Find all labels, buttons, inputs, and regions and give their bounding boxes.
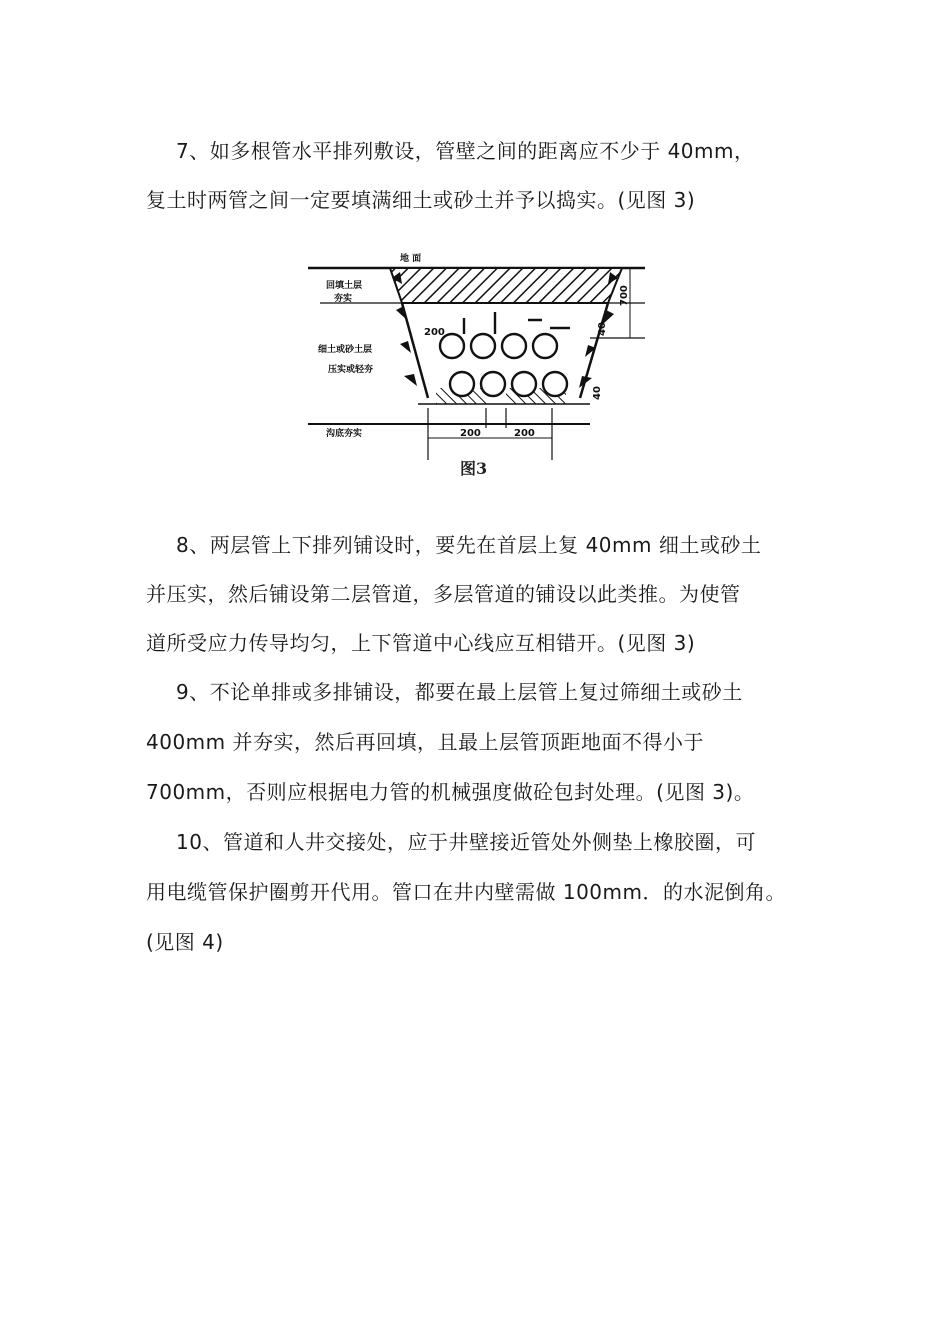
dim-bottom-200-b: 200 xyxy=(514,428,535,439)
p10-line-2: 用电缆管保护圈剪开代用。管口在井内壁需做 100mm．的水泥倒角。 xyxy=(146,880,786,904)
label-fine-2: 压实或轻夯 xyxy=(328,365,374,375)
dim-40-top: 40 xyxy=(597,322,608,336)
pipe-top-ticks xyxy=(464,312,570,334)
p9-line-1: 9、不论单排或多排铺设，都要在最上层管上复过筛细土或砂土 xyxy=(176,680,743,704)
label-bottom: 沟底夯实 xyxy=(326,429,363,439)
label-backfill-2: 夯实 xyxy=(334,294,353,304)
pipe-bottom-3 xyxy=(512,372,536,396)
p8-line-1: 8、两层管上下排列铺设时，要先在首层上复 40mm 细土或砂土 xyxy=(176,533,762,557)
label-fine-1: 细土或砂土层 xyxy=(318,345,373,355)
pipe-top-3 xyxy=(502,334,526,358)
pipe-top-2 xyxy=(471,334,495,358)
figure-3-trench-diagram xyxy=(300,248,652,488)
p10-line-3: (见图 4) xyxy=(146,930,224,954)
dim-700: 700 xyxy=(619,285,630,306)
p9-line-3: 700mm，否则应根据电力管的机械强度做砼包封处理。(见图 3)。 xyxy=(146,780,755,804)
label-backfill-1: 回填土层 xyxy=(326,281,363,291)
p7-line-1: 7、如多根管水平排列敷设，管壁之间的距离应不少于 40mm， xyxy=(176,139,755,163)
label-ground: 地 面 xyxy=(400,254,422,264)
figure-3-caption: 图3 xyxy=(460,459,488,478)
p9-line-2: 400mm 并夯实，然后再回填，且最上层管顶距地面不得小于 xyxy=(146,730,704,754)
pipe-top-4 xyxy=(533,334,557,358)
pipe-bottom-1 xyxy=(450,372,474,396)
pipe-bottom-4 xyxy=(543,372,567,396)
dim-bottom-200-a: 200 xyxy=(460,428,481,439)
dim-side-200: 200 xyxy=(424,327,445,338)
p10-line-1: 10、管道和人井交接处，应于井壁接近管处外侧垫上橡胶圈，可 xyxy=(176,830,756,854)
p7-line-2: 复土时两管之间一定要填满细土或砂土并予以捣实。(见图 3) xyxy=(146,188,696,212)
p8-line-3: 道所受应力传导均匀，上下管道中心线应互相错开。(见图 3) xyxy=(146,631,696,655)
pipe-bottom-2 xyxy=(481,372,505,396)
p8-line-2: 并压实，然后铺设第二层管道，多层管道的铺设以此类推。为使管 xyxy=(146,582,741,606)
backfill-layer xyxy=(390,268,622,303)
dim-40-mid: 40 xyxy=(592,386,603,400)
